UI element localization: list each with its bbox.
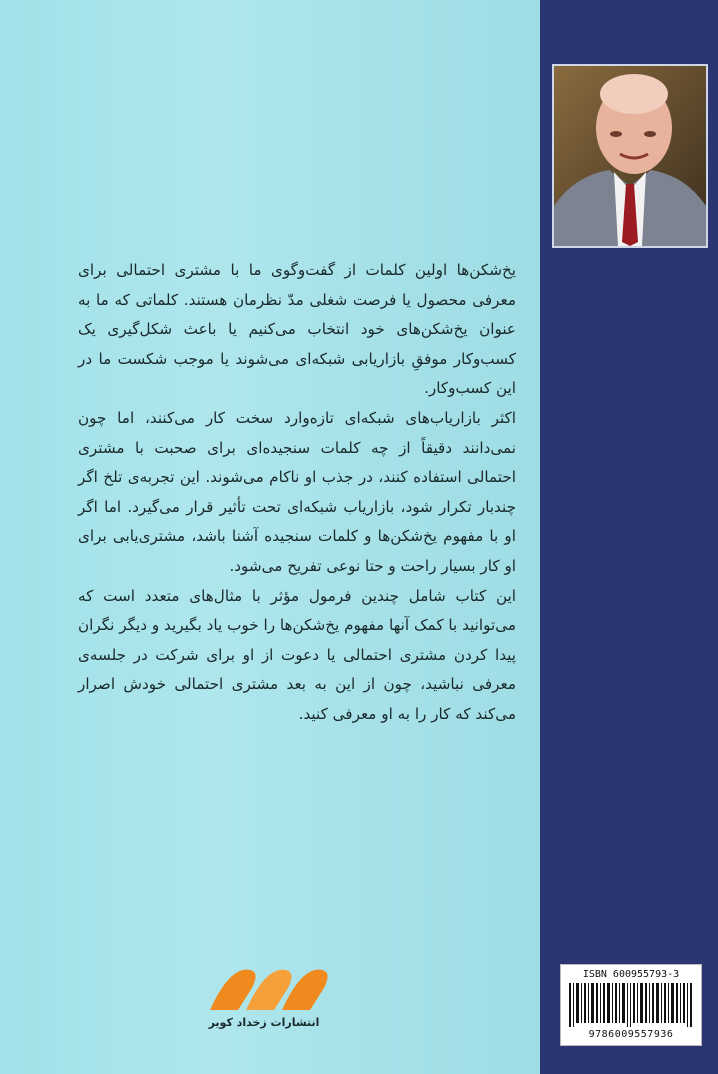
paragraph-2: اکثر بازاریاب‌های شبکه‌ای تازه‌وارد سخت کار می‌کنند، اما چون نمی‌دانند دقیقاً از چه کلمات سنجیده‌ای برای صحبت با مشتری احتمالی استفاده کنند، در جذب او ناکام می‌شوند. این تجربه‌ی تلخ اگر چندبار تکرار شود، بازاریاب شبکه‌ای تحت تأثیر قرار می‌گیرد. اما اگر او با مفهوم یخ‌شکن‌ها و کلمات سنجیده آشنا باشد، مشتری‌یابی برای او کار بسیار راحت و حتا نوعی تفریح می‌شود. — [78, 408, 516, 575]
isbn-label: ISBN 600955793-3 — [582, 969, 680, 980]
publisher-name: انتشارات زخداد کویر — [208, 1016, 320, 1029]
isbn-barcode — [560, 964, 702, 1046]
paragraph-1: یخ‌شکن‌ها اولین کلمات از گفت‌وگوی ما با مشتری احتمالی برای معرفی محصول یا فرصت شغلی مدّ نظرمان هستند. کلماتی که ما به عنوان یخ‌شکن‌های خود انتخاب می‌کنیم یا باعث شکل‌گیری یک کسب‌وکار موفقِ بازاریابی شبکه‌ای می‌شوند یا موجب شکست ما در این کسب‌وکار. — [78, 261, 516, 398]
barcode-digits: 9786009557936 — [588, 1029, 674, 1040]
author-photo — [552, 64, 708, 248]
back-cover-text — [78, 256, 516, 730]
paragraph-3: این کتاب شامل چندین فرمول مؤثر با مثال‌های متعدد است که می‌توانید با کمک آنها مفهوم یخ‌شکن‌ها را خوب یاد بگیرید و دیگر نگران پیدا کردن مشتری احتمالی یا دعوت از او برای شرکت در جلسه‌ی معرفی نباشید، چون از این به بعد مشتری احتمالی خودش اصرار می‌کند که کار را به او معرفی کنید. — [78, 586, 516, 723]
barcode-bars — [569, 983, 693, 1027]
